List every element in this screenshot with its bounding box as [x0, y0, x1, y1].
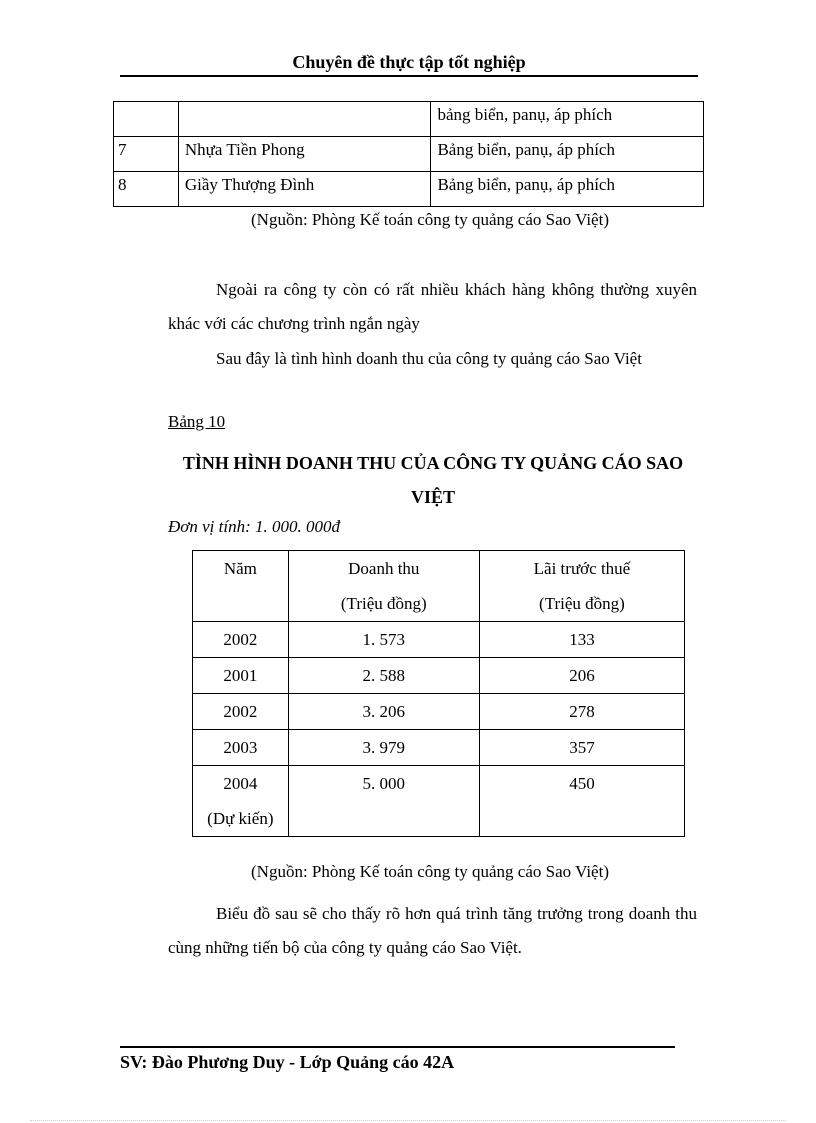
table-label: Bảng 10 [168, 412, 226, 431]
paragraph-revenue-intro: Sau đây là tình hình doanh thu của công ty quảng cáo Sao Việt [216, 349, 642, 368]
cell-profit: 357 [479, 730, 684, 766]
page-header-title: Chuyên đề thực tập tốt nghiệp [292, 52, 526, 72]
header-revenue-unit: (Triệu đồng) [340, 594, 427, 613]
cell-no [114, 102, 179, 137]
cell-revenue: 3. 979 [288, 730, 479, 766]
cell-revenue: 2. 588 [288, 658, 479, 694]
customer-table [113, 101, 704, 207]
cell-no: 8 [114, 172, 179, 207]
page-bottom-edge [30, 1120, 786, 1121]
page-footer: SV: Đào Phương Duy - Lớp Quảng cáo 42A [120, 1052, 455, 1072]
table-row [114, 137, 704, 172]
table-header-row [193, 551, 685, 622]
cell-year: 2002 [193, 622, 289, 658]
revenue-table [192, 550, 685, 837]
cell-year: 2001 [193, 658, 289, 694]
table-row [193, 766, 685, 837]
cell-year: 2002 [193, 694, 289, 730]
table-row [193, 730, 685, 766]
header-profit [479, 551, 684, 622]
header-profit-label: Lãi trước thuế [533, 559, 631, 578]
cell-profit: 206 [479, 658, 684, 694]
cell-name: Giầy Thượng Đình [178, 172, 431, 207]
cell-items: bảng biển, panụ, áp phích [431, 102, 704, 137]
paragraph-other-customers: Ngoài ra công ty còn có rất nhiều khách hàng không thường xuyên khác với các chương trình ngắn ngày [168, 280, 697, 333]
cell-year-value: 2004 [223, 774, 258, 793]
table-row [193, 658, 685, 694]
table-row [114, 102, 704, 137]
footer-divider [120, 1046, 675, 1048]
cell-items: Bảng biển, panụ, áp phích [431, 137, 704, 172]
cell-profit: 450 [479, 766, 684, 837]
table-row [114, 172, 704, 207]
header-divider [120, 75, 698, 77]
cell-name [178, 102, 431, 137]
cell-revenue: 5. 000 [288, 766, 479, 837]
cell-year-note: (Dự kiến) [207, 809, 274, 828]
cell-year [193, 766, 289, 837]
header-profit-unit: (Triệu đồng) [539, 594, 625, 613]
cell-profit: 278 [479, 694, 684, 730]
table-title [148, 446, 718, 514]
paragraph-chart-intro: Biểu đồ sau sẽ cho thấy rõ hơn quá trình tăng trưởng trong doanh thu cùng những tiến bộ của công ty quảng cáo Sao Việt. [168, 904, 697, 957]
table-title-line1: TÌNH HÌNH DOANH THU CỦA CÔNG TY QUẢNG CÁO SAO [182, 453, 684, 473]
unit-note: Đơn vị tính: 1. 000. 000đ [168, 517, 340, 536]
table-title-line2: VIỆT [410, 487, 455, 507]
header-revenue-label: Doanh thu [348, 559, 420, 578]
cell-items: Bảng biển, panụ, áp phích [431, 172, 704, 207]
table-row [193, 694, 685, 730]
cell-revenue: 3. 206 [288, 694, 479, 730]
header-revenue [288, 551, 479, 622]
cell-profit: 133 [479, 622, 684, 658]
customer-table-source: (Nguồn: Phòng Kế toán công ty quảng cáo Sao Việt) [251, 210, 609, 229]
revenue-table-source: (Nguồn: Phòng Kế toán công ty quảng cáo Sao Việt) [251, 862, 609, 881]
cell-revenue: 1. 573 [288, 622, 479, 658]
header-year [193, 551, 289, 622]
cell-name: Nhựa Tiền Phong [178, 137, 431, 172]
table-row [193, 622, 685, 658]
cell-year: 2003 [193, 730, 289, 766]
header-year-label: Năm [223, 559, 257, 578]
cell-no: 7 [114, 137, 179, 172]
